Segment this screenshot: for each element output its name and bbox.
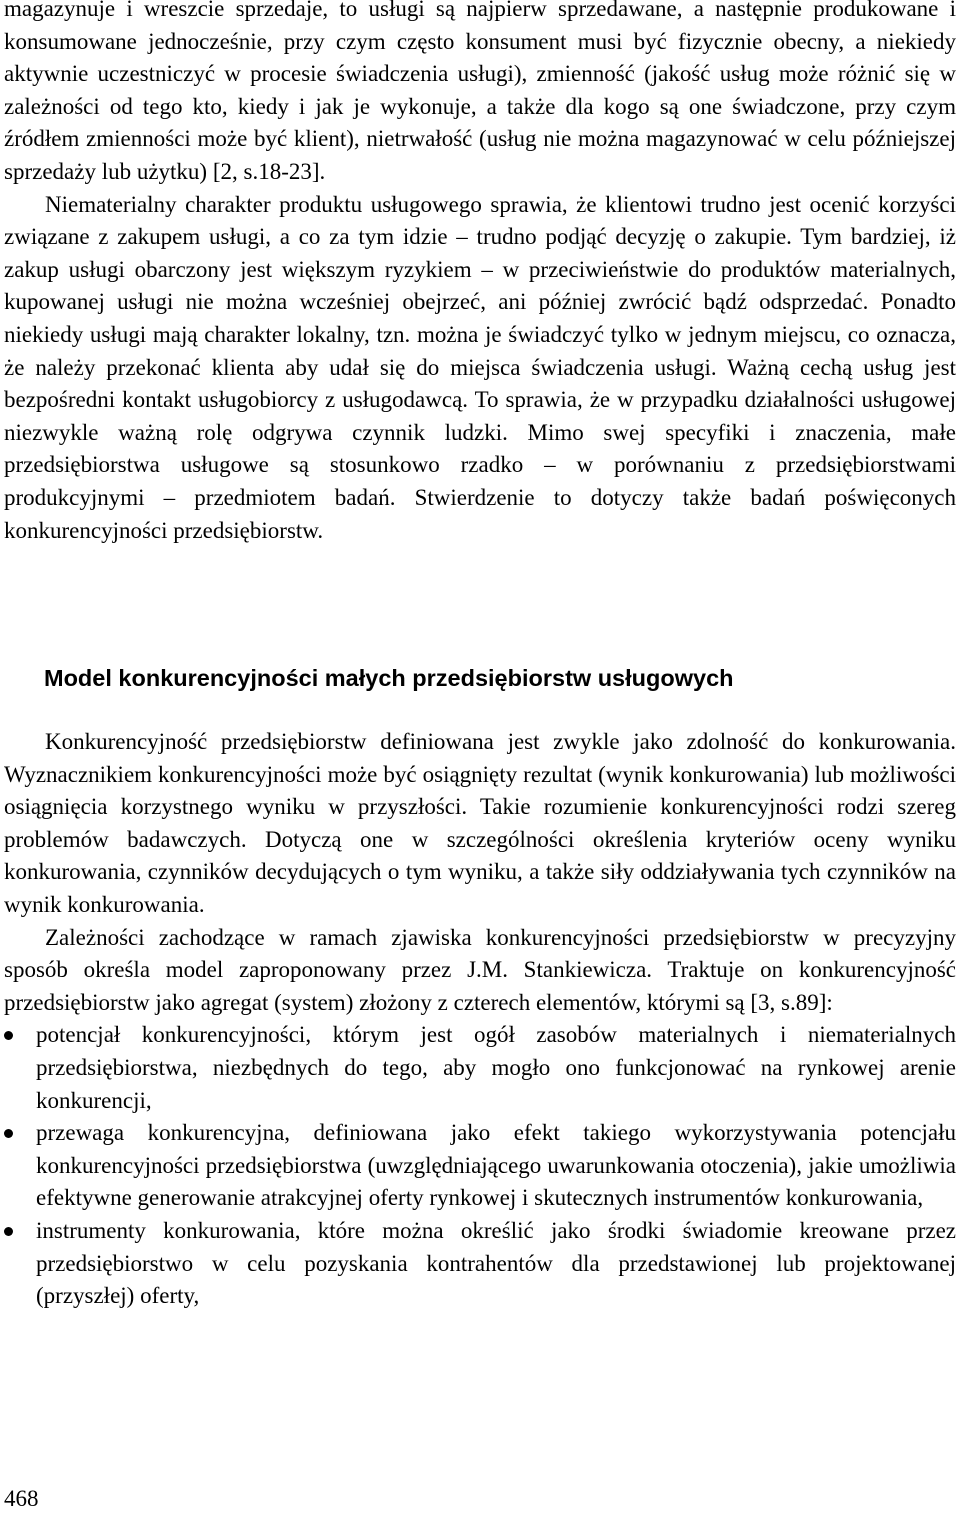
list-item-text: instrumenty konkurowania, które można określić jako środki świadomie kreowane przez przedsiębiorstwo w celu pozyskania kontrahentów dla przedstawionej lub projektowanej (przyszłej) oferty, xyxy=(36,1217,956,1309)
body-text-top xyxy=(4,0,956,547)
paragraph: Konkurencyjność przedsiębiorstw definiowana jest zwykle jako zdolność do konkurowania. Wyznacznikiem konkurencyjności może być osiągnięty rezultat (wynik konkurowania) lub możliwości osiągnięcia korzystnego wyniku w przyszłości. Takie rozumienie konkurencyjności rodzi szereg problemów badawczych. Dotyczą one w szczególności określenia kryteriów oceny wyniku konkurowania, czynników decydujących o tym wyniku, a także siły oddziaływania tych czynników na wynik konkurowania. xyxy=(4,729,956,917)
body-text-bottom xyxy=(4,726,956,1313)
paragraph: Zależności zachodzące w ramach zjawiska konkurencyjności przedsiębiorstw w precyzyjny sposób określa model zaproponowany przez J.M. Stankiewicza. Traktuje on konkurencyjność przedsiębiorstw jako agregat (system) złożony z czterech elementów, którymi są [3, s.89]: xyxy=(4,924,956,1015)
page-number: 468 xyxy=(4,1486,39,1511)
list-item-text: potencjał konkurencyjności, którym jest ogół zasobów materialnych i niematerialnych przedsiębiorstwa, niezbędnych do tego, aby mogło ono funkcjonować na rynkowej arenie konkurencji, xyxy=(36,1022,956,1113)
list-item xyxy=(4,1215,956,1313)
bullet-icon xyxy=(4,1129,13,1138)
paragraph: Niematerialny charakter produktu usługowego sprawia, że klientowi trudno jest ocenić korzyści związane z zakupem usługi, a co za tym idzie – trudno podjąć decyzję o zakupie. Tym bardziej, iż zakup usługi obarczony jest większym ryzykiem – w przeciwieństwie do produktów materialnych, kupowanej usługi nie można wcześniej obejrzeć, ani później zwrócić bądź odsprzedać. Ponadto niekiedy usługi mają charakter lokalny, tzn. można je świadczyć tylko w jednym miejscu, co oznacza, że należy przekonać klienta aby udał się do miejsca świadczenia usługi. Ważną cechą usług jest bezpośredni kontakt usługobiorcy z usługodawcą. To sprawia, że w przypadku działalności usługowej niezwykle ważną rolę odgrywa czynnik ludzki. Mimo swej specyfiki i znaczenia, małe przedsiębiorstwa usługowe są stosunkowo rzadko – w porównaniu z przedsiębiorstwami produkcyjnymi – przedmiotem badań. Stwierdzenie to dotyczy także badań poświęconych konkurencyjności przedsiębiorstw. xyxy=(4,191,956,543)
bullet-icon xyxy=(4,1227,13,1236)
bullet-icon xyxy=(4,1031,13,1040)
list-item xyxy=(4,1019,956,1117)
paragraph: magazynuje i wreszcie sprzedaje, to usługi są najpierw sprzedawane, a następnie produkowane i konsumowane jednocześnie, przy czym często konsument musi być fizycznie obecny, a niekiedy aktywnie uczestniczyć w procesie świadczenia usługi), zmienność (jakość usług może różnić się w zależności od tego kto, kiedy i jak je wykonuje, a także dla kogo są one świadczone, przy czym źródłem zmienności może być klient), nietrwałość (usług nie można magazynować w celu późniejszej sprzedaży lub użytku) [2, s.18-23]. xyxy=(4,0,956,184)
bullet-list xyxy=(4,1019,956,1312)
section-heading: Model konkurencyjności małych przedsiębiorstw usługowych xyxy=(44,665,734,691)
list-item-text: przewaga konkurencyjna, definiowana jako efekt takiego wykorzystywania potencjału konkurencyjności przedsiębiorstwa (uwzględniającego uwarunkowania otoczenia), jakie umożliwia efektywne generowanie atrakcyjnej oferty rynkowej i skutecznych instrumentów konkurowania, xyxy=(36,1120,956,1211)
list-item xyxy=(4,1117,956,1215)
